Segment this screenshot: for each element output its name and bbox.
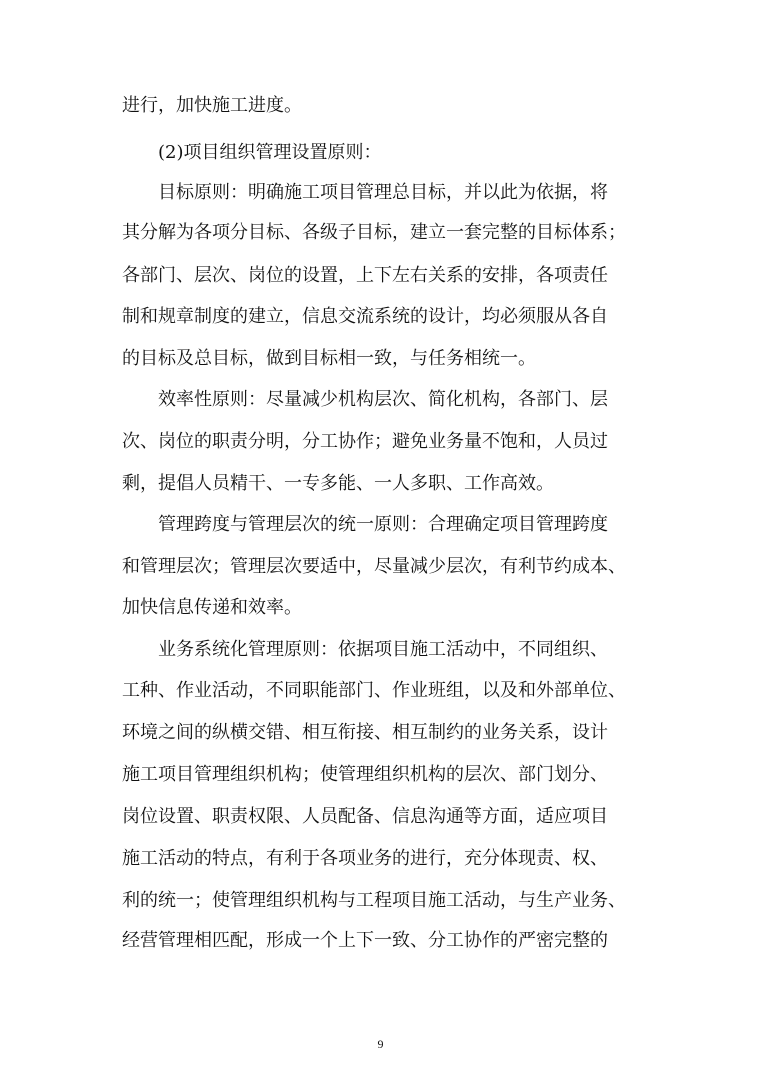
paragraph-line: [0, 670, 761, 712]
paragraph-line: [0, 296, 761, 338]
paragraph-text: 施工项目管理组织机构；使管理组织机构的层次、部门划分、: [122, 764, 608, 785]
paragraph-line: [0, 255, 761, 297]
paragraph-line: [0, 338, 761, 380]
paragraph-text: 进行，加快施工进度。: [122, 95, 302, 116]
paragraph-text: 和管理层次；管理层次要适中，尽量减少层次，有利节约成本、: [122, 556, 626, 577]
paragraph-text: 利的统一；使管理组织机构与工程项目施工活动，与生产业务、: [122, 890, 626, 911]
paragraph-text: 的目标及总目标，做到目标相一致，与任务相统一。: [122, 348, 536, 369]
paragraph-text: 工种、作业活动，不同职能部门、作业班组，以及和外部单位、: [122, 680, 626, 701]
paragraph-line: [0, 587, 761, 629]
paragraph-line: [0, 212, 761, 254]
paragraph-line: [0, 379, 761, 421]
paragraph-text: 其分解为各项分目标、各级子目标，建立一套完整的目标体系；: [122, 222, 626, 243]
paragraph-text: 制和规章制度的建立，信息交流系统的设计，均必须服从各自: [122, 306, 608, 327]
paragraph-line: [0, 629, 761, 671]
page-number: 9: [377, 1037, 384, 1051]
paragraph-line: [0, 920, 761, 962]
paragraph-line: [0, 85, 761, 127]
paragraph-text: 加快信息传递和效率。: [122, 597, 302, 618]
paragraph-text: 岗位设置、职责权限、人员配备、信息沟通等方面，适应项目: [122, 806, 608, 827]
paragraph-line: [0, 172, 761, 214]
section-heading: [0, 132, 761, 174]
paragraph-text: 管理跨度与管理层次的统一原则：合理确定项目管理跨度: [158, 514, 608, 535]
paragraph-line: [0, 504, 761, 546]
paragraph-line: [0, 421, 761, 463]
paragraph-line: [0, 796, 761, 838]
paragraph-line: [0, 880, 761, 922]
paragraph-text: 环境之间的纵横交错、相互衔接、相互制约的业务关系，设计: [122, 722, 608, 743]
paragraph-text: 效率性原则：尽量减少机构层次、简化机构，各部门、层: [158, 389, 608, 410]
paragraph-text: 各部门、层次、岗位的设置，上下左右关系的安排，各项责任: [122, 265, 608, 286]
paragraph-text: 剩，提倡人员精干、一专多能、一人多职、工作高效。: [122, 473, 554, 494]
paragraph-line: [0, 838, 761, 880]
section-heading-text: (2)项目组织管理设置原则：: [158, 142, 382, 163]
paragraph-line: [0, 463, 761, 505]
paragraph-line: [0, 712, 761, 754]
paragraph-text: 经营管理相匹配，形成一个上下一致、分工协作的严密完整的: [122, 930, 608, 951]
paragraph-text: 施工活动的特点，有利于各项业务的进行，充分体现责、权、: [122, 848, 608, 869]
paragraph-text: 业务系统化管理原则：依据项目施工活动中，不同组织、: [158, 639, 608, 660]
paragraph-line: [0, 546, 761, 588]
paragraph-text: 目标原则：明确施工项目管理总目标，并以此为依据，将: [158, 182, 608, 203]
paragraph-line: [0, 754, 761, 796]
paragraph-text: 次、岗位的职责分明，分工协作；避免业务量不饱和，人员过: [122, 431, 608, 452]
